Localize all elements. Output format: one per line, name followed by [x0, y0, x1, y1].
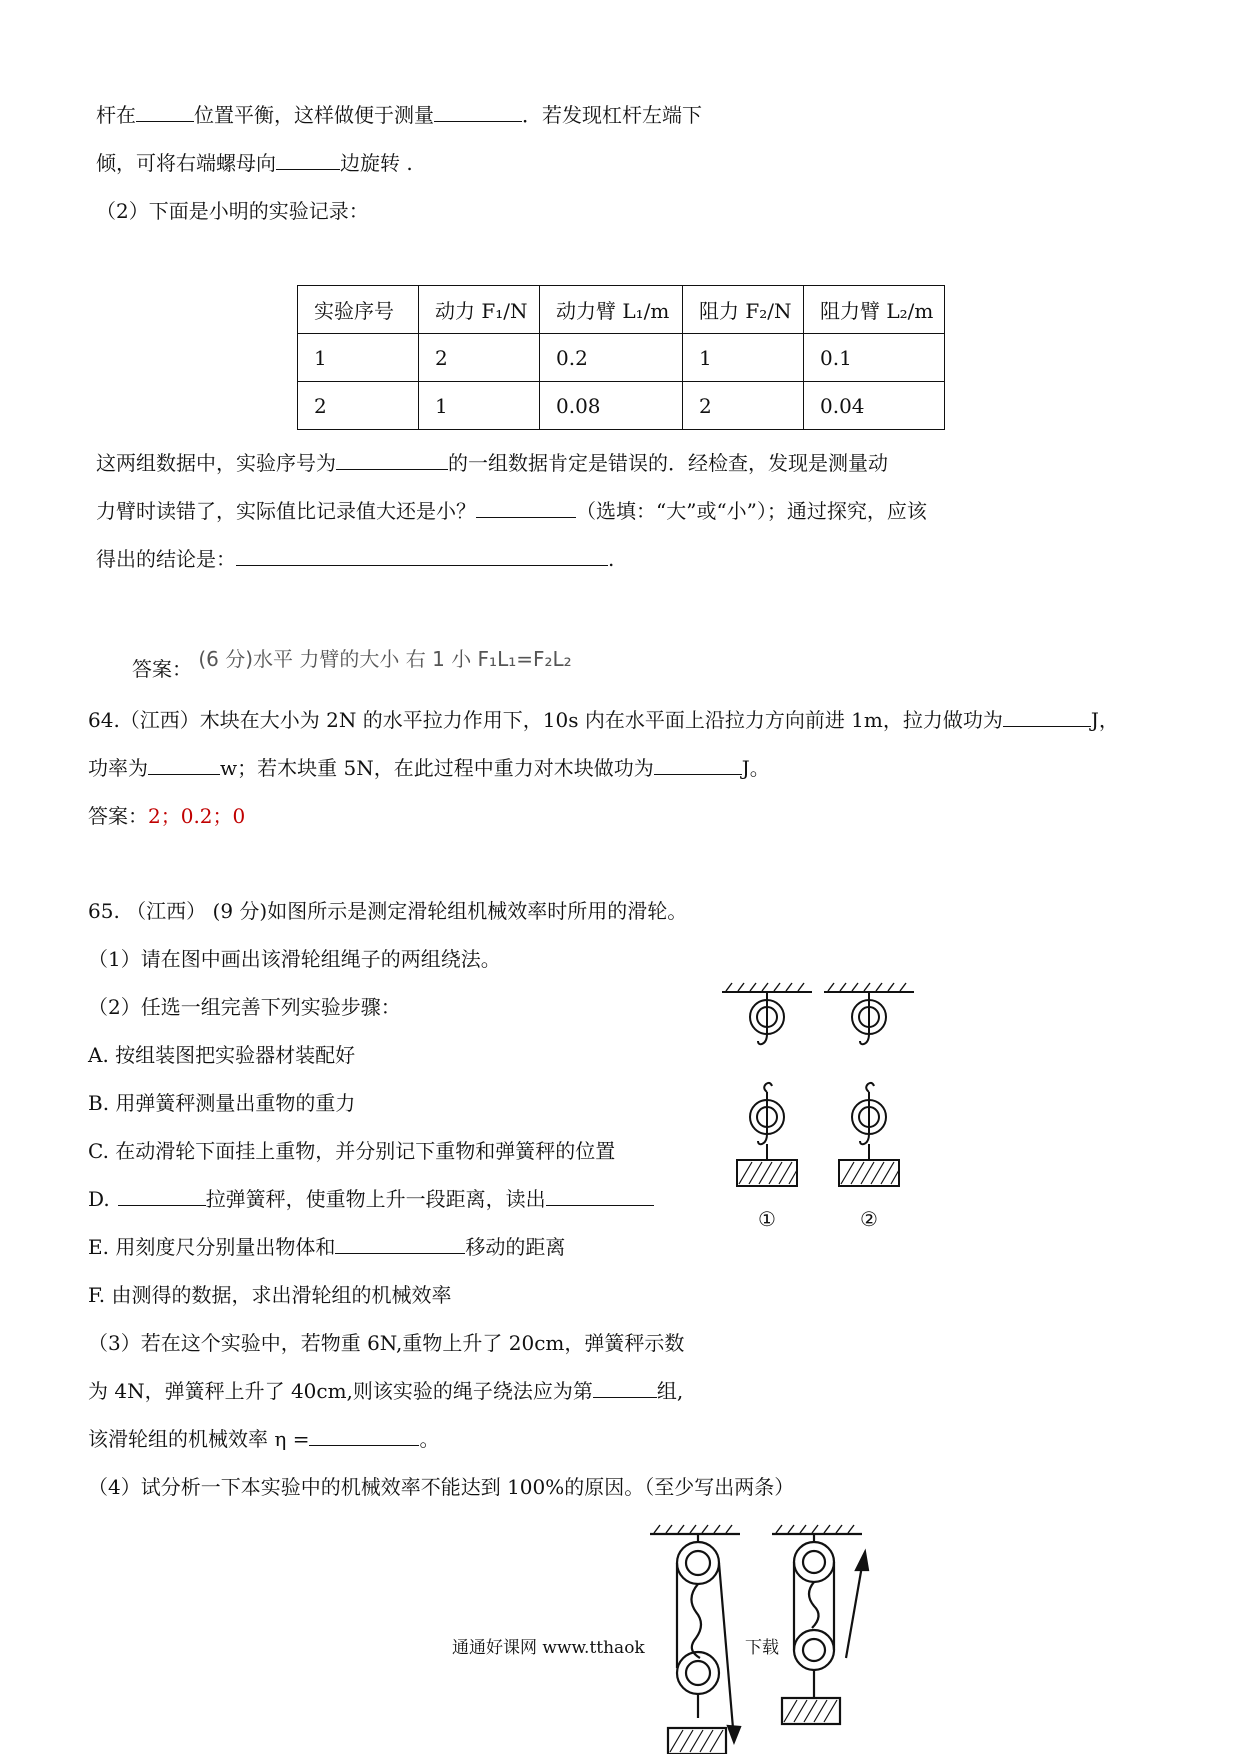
- q65-p3-line2-a: 为 4N，弹簧秤上升了 40cm,则该实验的绳子绕法应为第: [88, 1379, 593, 1403]
- q63-after2-a: 力臂时读错了，实际值比记录值大还是小？: [96, 499, 476, 523]
- table-header-cell: 阻力 F₂/N: [683, 286, 804, 334]
- table-cell: 0.2: [540, 334, 683, 382]
- blank-pull-manner[interactable]: [118, 1187, 206, 1206]
- q64-line1-b: J，: [1090, 708, 1119, 732]
- table-header-cell: 阻力臂 L₂/m: [804, 286, 945, 334]
- blank-measure[interactable]: [434, 103, 522, 122]
- q65-step-e-b: 移动的距离: [465, 1235, 566, 1259]
- q63-line1-b: 位置平衡，这样做便于测量: [194, 103, 434, 127]
- q63-after3-a: 得出的结论是：: [96, 547, 236, 571]
- blank-efficiency[interactable]: [309, 1427, 419, 1446]
- q65-step-d-b: 拉弹簧秤，使重物上升一段距离，读出: [205, 1187, 546, 1211]
- q65-p3-line3: [88, 1426, 439, 1452]
- q65-p3-line1: （3）若在这个实验中，若物重 6N,重物上升了 20cm，弹簧秤示数: [88, 1331, 685, 1355]
- q63-answer-label: 答案：: [132, 657, 192, 681]
- q63-part2: （2）下面是小明的实验记录：: [96, 199, 369, 223]
- pulley-figure-unwound: [712, 972, 932, 1242]
- q63-after3-b: .: [608, 547, 615, 571]
- q64-line2-a: 功率为: [88, 756, 148, 780]
- figure-label-2: ②: [860, 1207, 878, 1231]
- q64-answer-value: 2；0.2；0: [148, 804, 246, 828]
- q64-line2-c: J。: [741, 756, 770, 780]
- q64-line1-a: 64.（江西）木块在大小为 2N 的水平拉力作用下，10s 内在水平面上沿拉力方向前进 1m，拉力做功为: [88, 708, 1003, 732]
- blank-power[interactable]: [148, 756, 220, 775]
- blank-bigger-smaller[interactable]: [476, 499, 576, 518]
- q65-p3-line3-a: 该滑轮组的机械效率 η =: [88, 1427, 310, 1451]
- q65-p3-line2-b: 组,: [656, 1379, 684, 1403]
- q65-p2: （2）任选一组完善下列实验步骤：: [88, 995, 401, 1019]
- table-cell: 2: [298, 382, 419, 430]
- q63-answer-text: (6 分)水平 力臂的大小 右 1 小 F₁L₁=F₂L₂: [198, 647, 572, 671]
- q65-step-f: F. 由测得的数据，求出滑轮组的机械效率: [88, 1283, 452, 1307]
- q65-p3-line2: [88, 1378, 683, 1404]
- q65-step-d: [88, 1186, 654, 1212]
- q63-answer: [132, 647, 572, 682]
- q65-step-d-a: D.: [88, 1187, 110, 1211]
- q63-line2-a: 倾，可将右端螺母向: [96, 151, 276, 175]
- q63-line2: [96, 150, 413, 176]
- q63-after1-b: 的一组数据肯定是错误的．经检查，发现是测量动: [448, 451, 888, 475]
- table-row: [298, 334, 945, 382]
- watermark-right: 下载: [745, 1638, 779, 1658]
- table-cell: 2: [419, 334, 540, 382]
- q65-title: 65. （江西） (9 分)如图所示是测定滑轮组机械效率时所用的滑轮。: [88, 899, 688, 923]
- table-header-row: [298, 286, 945, 334]
- blank-direction[interactable]: [276, 151, 340, 170]
- table-header-cell: 实验序号: [298, 286, 419, 334]
- table-header-cell: 动力臂 L₁/m: [540, 286, 683, 334]
- q65-p1: （1）请在图中画出该滑轮组绳子的两组绕法。: [88, 947, 501, 971]
- blank-conclusion[interactable]: [236, 547, 608, 566]
- watermark-left: 通通好课网 www.tthaok: [452, 1638, 645, 1658]
- experiment-record-table: [297, 285, 945, 430]
- q63-line2-b: 边旋转 .: [340, 151, 413, 175]
- table-cell: 2: [683, 382, 804, 430]
- q65-step-e: [88, 1234, 565, 1260]
- blank-wrong-index[interactable]: [336, 451, 448, 470]
- blank-balance-position[interactable]: [136, 103, 194, 122]
- q63-after1-a: 这两组数据中，实验序号为: [96, 451, 336, 475]
- q65-step-b: B. 用弹簧秤测量出重物的重力: [88, 1091, 356, 1115]
- blank-gravity-work[interactable]: [654, 756, 742, 775]
- table-cell: 1: [683, 334, 804, 382]
- table-cell: 1: [419, 382, 540, 430]
- figure-label-1: ①: [758, 1207, 776, 1231]
- blank-work[interactable]: [1003, 708, 1091, 727]
- table-cell: 0.04: [804, 382, 945, 430]
- q63-line1: [96, 102, 702, 128]
- q65-step-a: A. 按组装图把实验器材装配好: [88, 1043, 356, 1067]
- table-row: [298, 382, 945, 430]
- q63-line1-a: 杆在: [96, 103, 136, 127]
- q63-line1-c: ．若发现杠杆左端下: [522, 103, 702, 127]
- table-cell: 1: [298, 334, 419, 382]
- q65-step-c: C. 在动滑轮下面挂上重物，并分别记下重物和弹簧秤的位置: [88, 1139, 616, 1163]
- q65-step-e-a: E. 用刻度尺分别量出物体和: [88, 1235, 336, 1259]
- q64-answer-label: 答案：: [88, 804, 148, 828]
- q64-line2: [88, 755, 770, 781]
- blank-reading[interactable]: [546, 1187, 654, 1206]
- table-header-cell: 动力 F₁/N: [419, 286, 540, 334]
- q63-after3: [96, 546, 614, 572]
- q64-line1: [88, 707, 1119, 733]
- q63-after2: [96, 498, 927, 524]
- table-cell: 0.08: [540, 382, 683, 430]
- q64-answer: [88, 803, 245, 829]
- q63-after1: [96, 450, 888, 476]
- blank-group-number[interactable]: [593, 1379, 657, 1398]
- q65-p3-line3-b: 。: [419, 1427, 440, 1451]
- q65-p4: （4）试分析一下本实验中的机械效率不能达到 100%的原因。（至少写出两条）: [88, 1475, 795, 1499]
- blank-moving-object[interactable]: [335, 1235, 465, 1254]
- q64-line2-b: w；若木块重 5N，在此过程中重力对木块做功为: [220, 756, 654, 780]
- table-cell: 0.1: [804, 334, 945, 382]
- q63-after2-b: （选填：“大”或“小”）；通过探究，应该: [576, 499, 927, 523]
